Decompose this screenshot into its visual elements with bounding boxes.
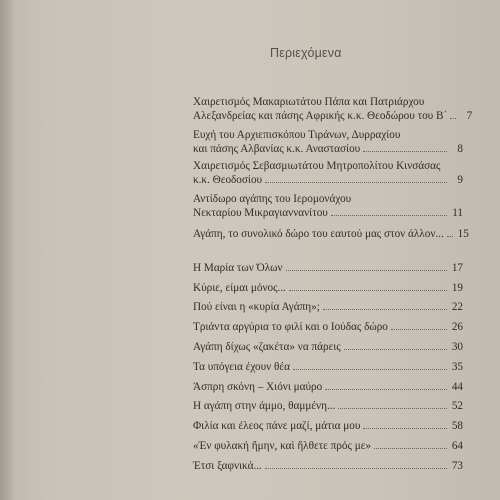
dot-leader bbox=[391, 329, 447, 330]
page-number: 7 bbox=[466, 110, 473, 123]
toc-entry bbox=[193, 399, 463, 413]
dot-leader bbox=[338, 408, 447, 409]
page-number: 22 bbox=[451, 301, 463, 313]
toc-entry-line: Αγάπη, το συνολικό δώρο του εαυτού μας στον άλλον... bbox=[193, 228, 444, 240]
page-number: 52 bbox=[451, 400, 463, 412]
dot-leader bbox=[331, 215, 447, 216]
dot-leader bbox=[265, 182, 447, 183]
dot-leader bbox=[447, 236, 453, 237]
page-number: 73 bbox=[451, 460, 463, 472]
toc-entry bbox=[193, 95, 473, 124]
toc-entry-line: Η Μαρία των Όλων bbox=[193, 262, 283, 274]
toc-entry bbox=[193, 128, 463, 157]
toc-entry-line: Χαιρετισμός Σεβασμιωτάτου Μητροπολίτου Κινσάσας bbox=[193, 160, 441, 172]
toc-entry-line: Η αγάπη στην άμμο, θαμμένη... bbox=[193, 400, 336, 412]
toc-entry-line: Χαιρετισμός Μακαριωτάτου Πάπα και Πατριάρχου bbox=[193, 96, 425, 108]
toc-entry bbox=[193, 340, 463, 354]
page-number: 30 bbox=[451, 341, 463, 353]
toc-entry bbox=[193, 261, 463, 275]
toc-entry bbox=[193, 459, 463, 473]
dot-leader bbox=[344, 349, 447, 350]
dot-leader bbox=[289, 290, 447, 291]
dot-leader bbox=[374, 448, 447, 449]
page-gutter-shadow bbox=[0, 0, 14, 500]
toc-entry bbox=[193, 281, 463, 295]
toc-entry-line: Άσπρη σκόνη – Χιόνι μαύρο bbox=[193, 381, 323, 393]
toc-entry bbox=[193, 439, 463, 453]
toc-entry-line: «Έν φυλακή ἤμην, καὶ ἤλθετε πρός με» bbox=[193, 440, 372, 452]
page-number: 17 bbox=[451, 262, 463, 274]
page-number: 9 bbox=[457, 174, 463, 187]
toc-entry bbox=[193, 419, 463, 433]
toc-entry-line: Αλεξανδρείας και πάσης Αφρικής κ.κ. Θεοδώρου του Β΄ bbox=[193, 110, 448, 123]
page-number: 26 bbox=[451, 321, 463, 333]
toc-entry-line: Αγάπη δίχως «ζακέτα» να πάρεις bbox=[193, 341, 341, 353]
page-number: 35 bbox=[451, 361, 463, 373]
toc-entry bbox=[193, 192, 463, 221]
toc-entry bbox=[193, 159, 463, 188]
toc-entry bbox=[193, 227, 469, 241]
page-number: 64 bbox=[451, 440, 463, 452]
toc-entry-line: Νεκταρίου Μικραγιαννανίτου bbox=[193, 207, 328, 220]
page-number: 15 bbox=[457, 228, 469, 240]
dot-leader bbox=[323, 309, 447, 310]
dot-leader bbox=[293, 369, 447, 370]
dot-leader bbox=[450, 118, 456, 119]
page-number: 19 bbox=[451, 282, 463, 294]
page-number: 8 bbox=[457, 143, 463, 156]
toc-entry-line: κ.κ. Θεοδοσίου bbox=[193, 174, 263, 187]
toc-entry-line: Ευχή του Αρχιεπισκόπου Τιράνων, Δυρραχίου bbox=[193, 129, 401, 141]
dot-leader bbox=[265, 468, 447, 469]
toc-entry-line: Φιλία και έλεος πάνε μαζί, μάτια μου bbox=[193, 420, 361, 432]
toc-entry-line: Πού είναι η «κυρία Αγάπη»; bbox=[193, 301, 320, 313]
toc-entry-line: Κύριε, είμαι μόνος... bbox=[193, 282, 286, 294]
dot-leader bbox=[363, 151, 447, 152]
page-number: 11 bbox=[452, 207, 463, 220]
toc-entry-line: Τριάντα αργύρια το φιλί και ο Ιούδας δώρο bbox=[193, 321, 388, 333]
toc-entry-line: και πάσης Αλβανίας κ.κ. Αναστασίου bbox=[193, 143, 361, 156]
dot-leader bbox=[286, 270, 447, 271]
dot-leader bbox=[363, 428, 447, 429]
dot-leader bbox=[325, 389, 447, 390]
toc-entry bbox=[193, 360, 463, 374]
toc-entry-line: Αντίδωρο αγάπης του Ιερομονάχου bbox=[193, 193, 352, 205]
toc-entry-line: Τα υπόγεια έχουν θέα bbox=[193, 361, 290, 373]
page-number: 44 bbox=[451, 381, 463, 393]
toc-entry-line: Έτσι ξαφνικά... bbox=[193, 460, 262, 472]
toc-entry bbox=[193, 380, 463, 394]
toc-entry bbox=[193, 300, 463, 314]
toc-title: Περιεχόμενα bbox=[270, 46, 342, 60]
toc-entry bbox=[193, 320, 463, 334]
page-number: 58 bbox=[451, 420, 463, 432]
